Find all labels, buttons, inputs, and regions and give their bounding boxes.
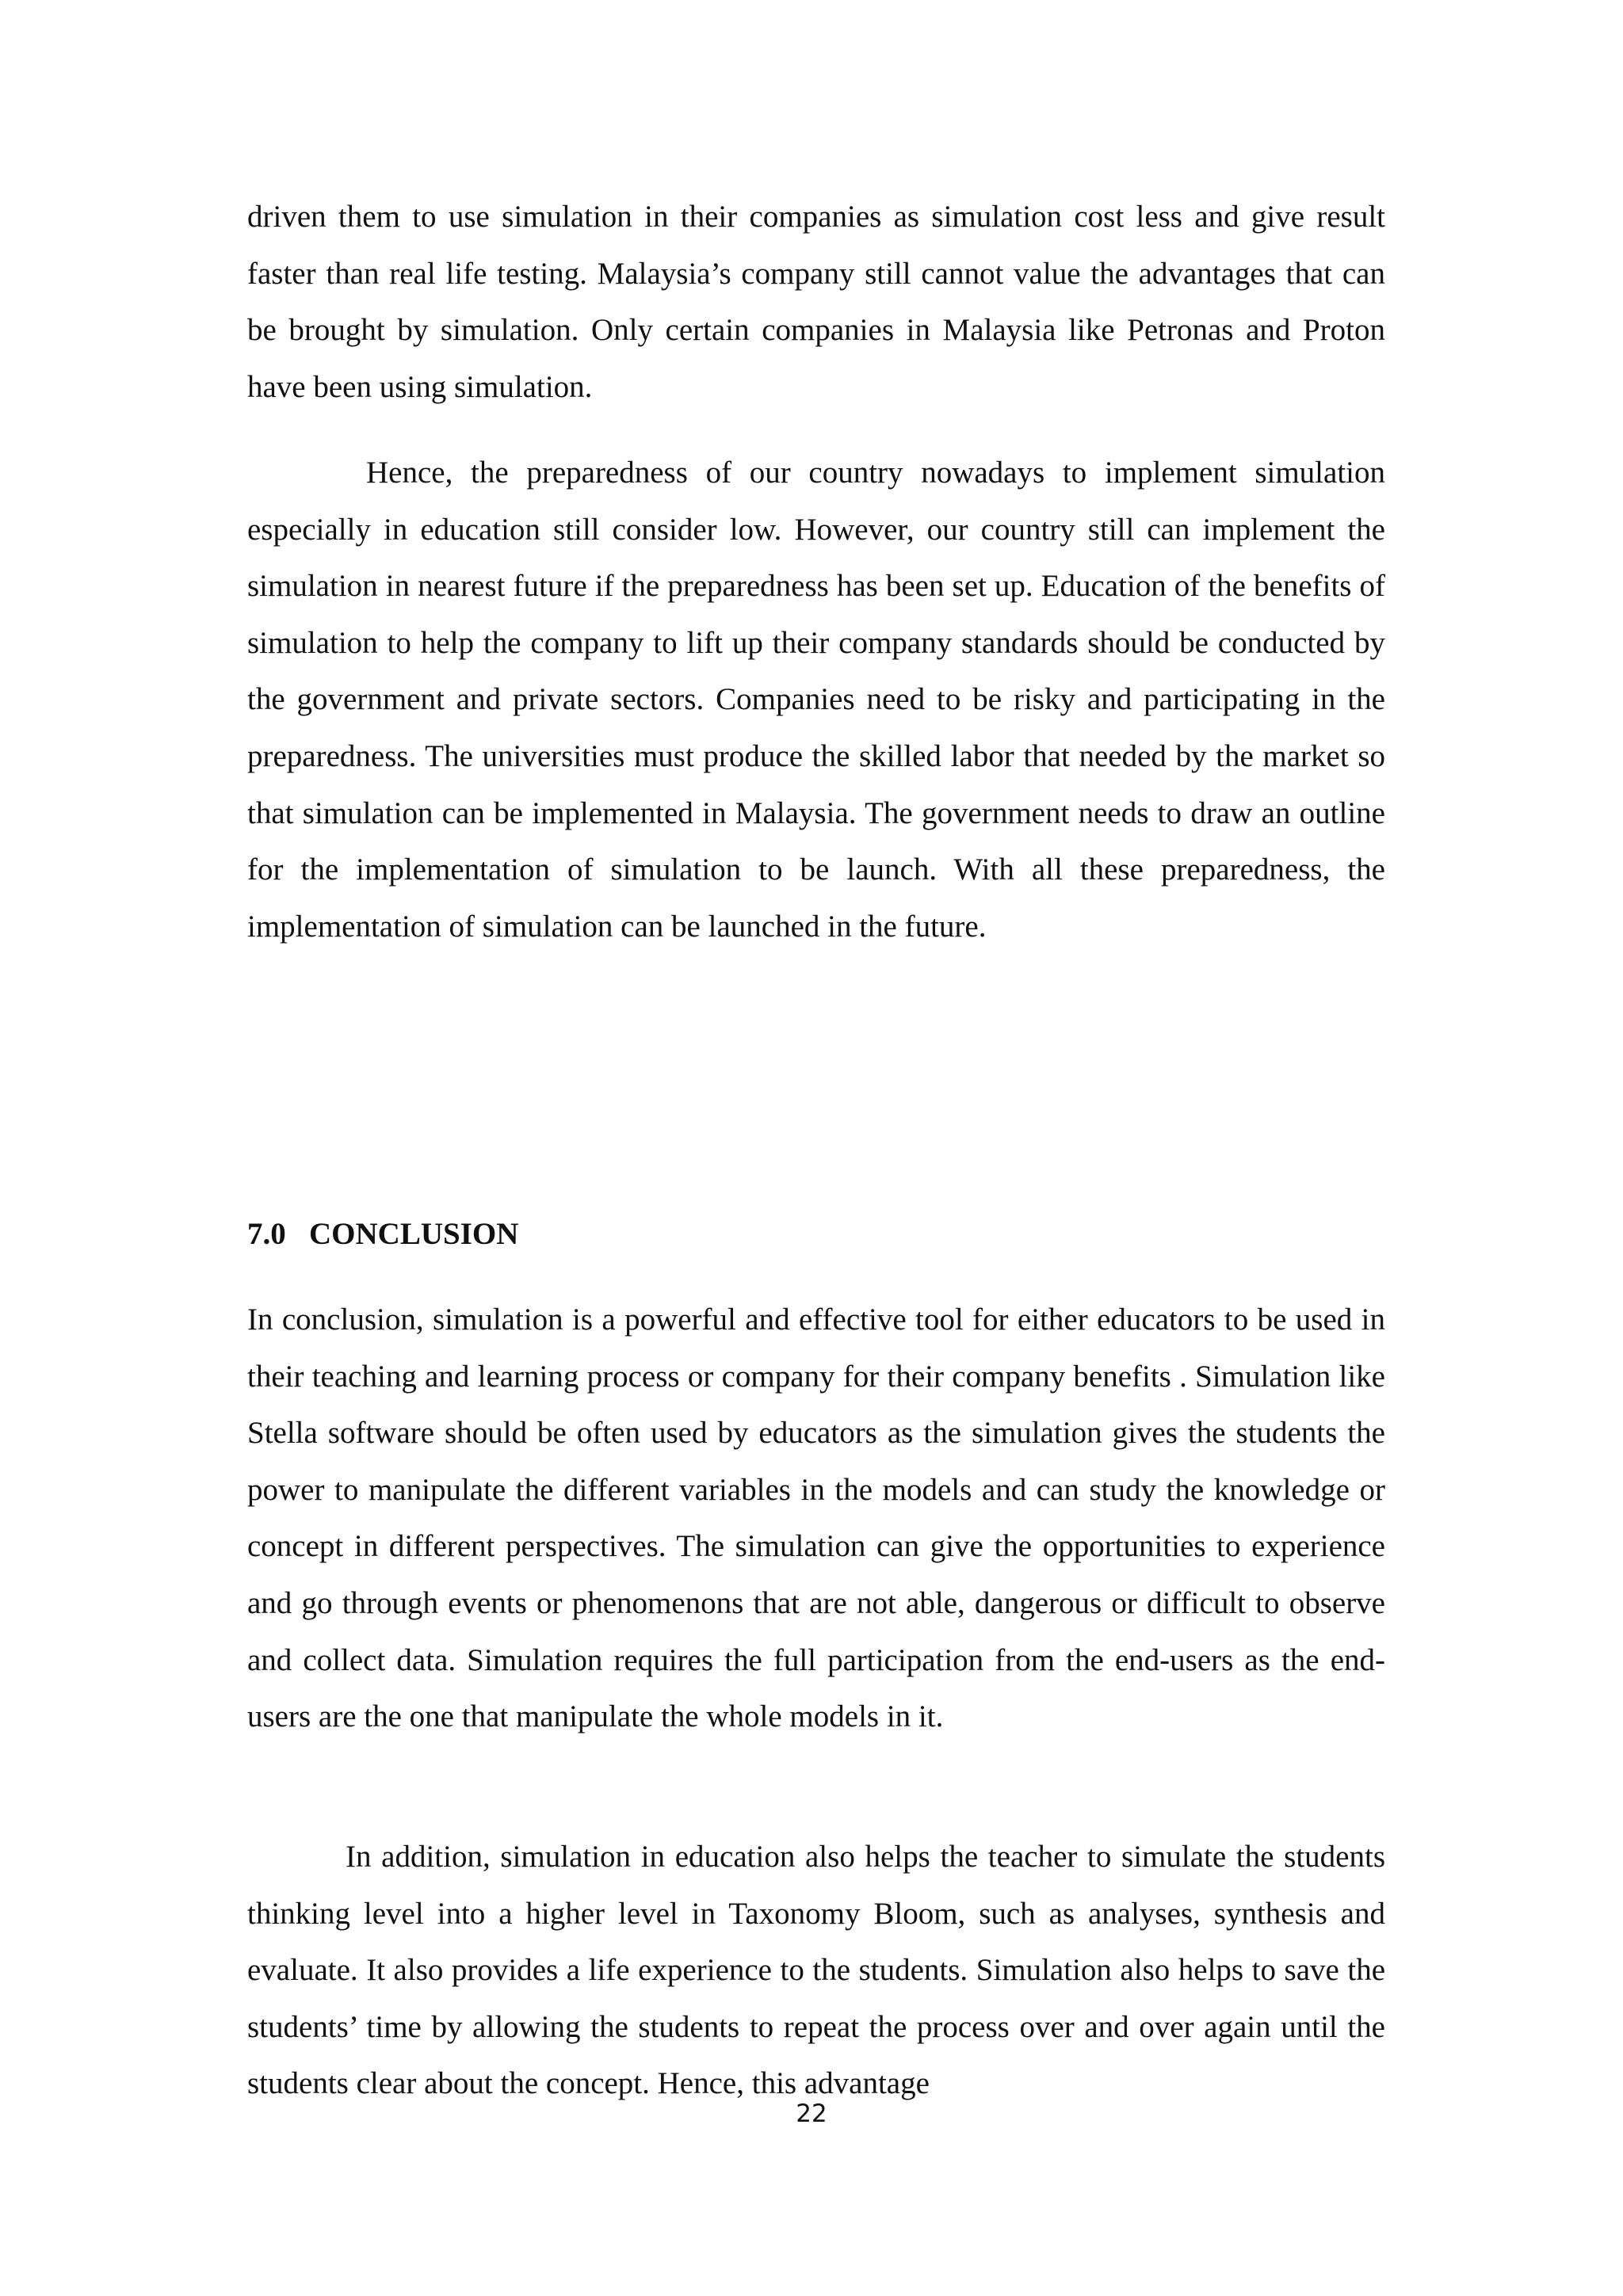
- section-title: CONCLUSION: [309, 1217, 519, 1251]
- paragraph-addition: In addition, simulation in education also helps the teacher to simulate the students thinking level into a higher level in Taxonomy Bloom, such as analyses, synthesis and evaluate. It also provides a life experience to the students. Simulation also helps to save the students’ time by allowing the students to repeat the process over and over again until the students clear about the concept. Hence, this advantage: [247, 1840, 1385, 2101]
- paragraph-conclusion: In conclusion, simulation is a powerful and effective tool for either educators to be used in their teaching and learning process or company for their company benefits . Simulation like Stella software should be often used by educators as the simulation gives the students the power to manipulate the different variables in the models and can study the knowledge or concept in different perspectives. The simulation can give the opportunities to experience and go through events or phenomenons that are not able, dangerous or difficult to observe and collect data. Simulation requires the full participation from the end-users as the end-users are the one that manipulate the whole models in it.: [247, 1302, 1385, 1734]
- section-number: 7.0: [247, 1217, 286, 1251]
- section-heading: [247, 1206, 518, 1263]
- paragraph-preparedness: Hence, the preparedness of our country nowadays to implement simulation especially in education still consider low. However, our country still can implement the simulation in nearest future if the preparedness has been set up. Education of the benefits of simulation to help the company to lift up their company standards should be conducted by the government and private sectors. Companies need to be risky and participating in the preparedness. The universities must produce the skilled labor that needed by the market so that simulation can be implemented in Malaysia. The government needs to draw an outline for the implementation of simulation to be launch. With all these preparedness, the implementation of simulation can be launched in the future.: [247, 456, 1385, 944]
- paragraph-simulation-companies: driven them to use simulation in their companies as simulation cost less and give result faster than real life testing. Malaysia’s company still cannot value the advantages that can be brought by simulation. Only certain companies in Malaysia like Petronas and Proton have been using simulation.: [247, 200, 1385, 404]
- page-number: 22: [796, 2100, 827, 2128]
